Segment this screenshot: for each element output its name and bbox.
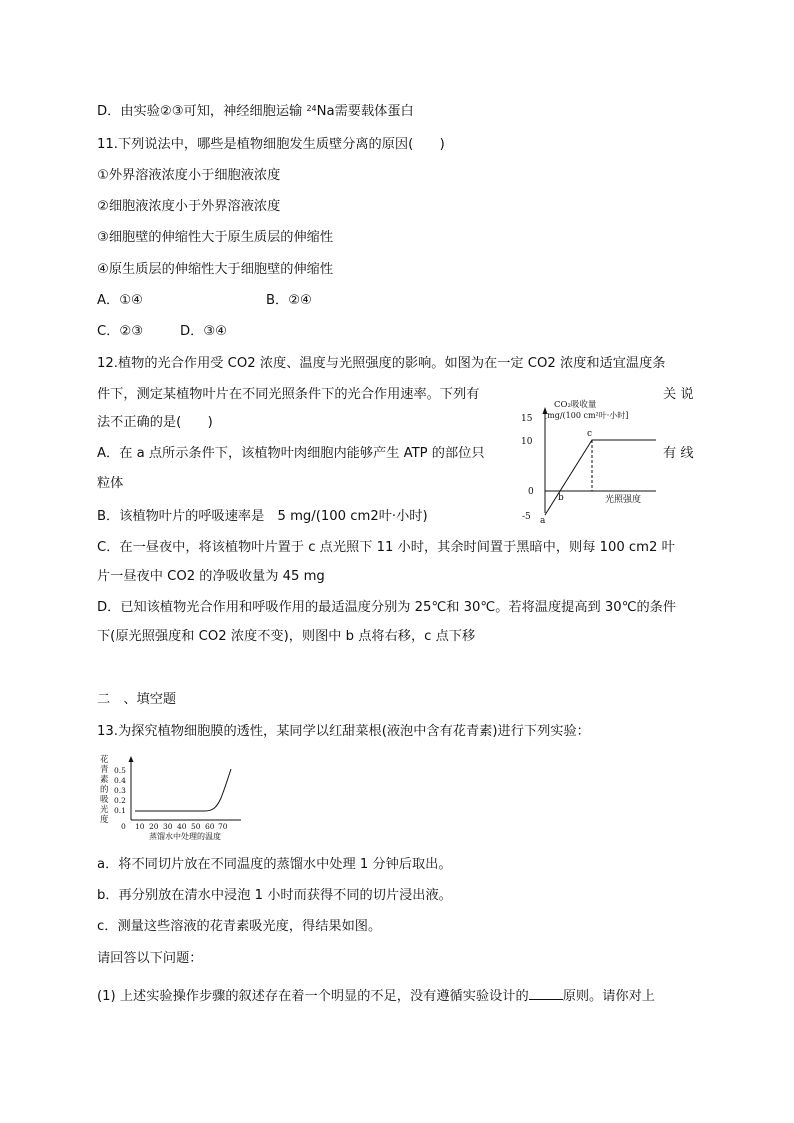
absorbance-chart-ylabel <box>100 754 109 825</box>
svg-text:0.2: 0.2 <box>114 796 126 805</box>
q10-option-d-pre: D．由实验②③可知，神经细胞运输 <box>97 104 307 119</box>
q13-step-c: c．测量这些溶液的花青素吸光度，得结果如图。 <box>97 919 382 934</box>
co2-chart-ytick-0: 0 <box>528 487 534 497</box>
svg-text:60: 60 <box>205 822 215 831</box>
q13-stem: 13.为探究植物细胞膜的透性，某同学以红甜菜根(液泡中含有花青素)进行下列实验： <box>97 724 590 739</box>
svg-text:20: 20 <box>149 822 159 831</box>
absorbance-chart-xticks <box>121 822 228 831</box>
svg-text:0.5: 0.5 <box>114 766 126 775</box>
q13-question-1 <box>97 985 655 1006</box>
q11-option-c: C．②③ <box>97 324 144 339</box>
q10-option-d <box>97 103 414 121</box>
section-title: 二 、填空题 <box>97 692 177 707</box>
co2-chart-ytick-neg5: -5 <box>522 512 531 522</box>
co2-chart-point-c: c <box>587 429 593 439</box>
q12-option-a-tail: 有 线 <box>663 446 694 461</box>
q11-stem: 11.下列说法中，哪些是植物细胞发生质壁分离的原因( ) <box>97 137 445 152</box>
q12-option-c-line1: C．在一昼夜中，将该植物叶片置于 c 点光照下 11 小时，其余时间置于黑暗中，则每 100 cm2 叶 <box>97 540 675 555</box>
q10-option-d-post: Na需要载体蛋白 <box>316 104 414 119</box>
svg-text:度: 度 <box>100 815 109 825</box>
q11-option-b: B．②④ <box>266 293 312 308</box>
q11-item-2: ②细胞液浓度小于外界溶液浓度 <box>97 199 281 214</box>
q13-step-b: b．再分别放在清水中浸泡 1 小时而获得不同的切片浸出液。 <box>97 888 452 903</box>
q12-stem-line2-tail: 关 说 <box>663 387 694 402</box>
q12-stem-line3: 法不正确的是( ) <box>97 415 213 430</box>
q11-item-3: ③细胞壁的伸缩性大于原生质层的伸缩性 <box>97 230 334 245</box>
q12-stem-line2: 件下，测定某植物叶片在不同光照条件下的光合作用速率。下列有 <box>97 387 480 402</box>
q12-option-d-line1: D．已知该植物光合作用和呼吸作用的最适温度分别为 25℃和 30℃。若将温度提高到 30℃的条件 <box>97 600 677 615</box>
q13-prompt: 请回答以下问题： <box>97 951 203 966</box>
svg-text:40: 40 <box>177 822 187 831</box>
q12-option-a-cont: 粒体 <box>97 476 124 491</box>
q12-option-a: A．在 a 点所示条件下，该植物叶肉细胞内能够产生 ATP 的部位只 <box>97 446 485 461</box>
svg-text:0: 0 <box>121 822 126 831</box>
co2-chart-ylabel-2: [mg/(100 cm²叶·小时] <box>544 411 629 420</box>
svg-text:0.4: 0.4 <box>114 776 126 785</box>
svg-text:0.1: 0.1 <box>114 806 126 815</box>
q13-question-1-pre: (1) 上述实验操作步骤的叙述存在着一个明显的不足，没有遵循实验设计的 <box>97 989 529 1004</box>
q12-option-c-line2: 片一昼夜中 CO2 的净吸收量为 45 mg <box>97 569 325 584</box>
co2-chart-point-a: a <box>540 516 546 525</box>
q11-item-4: ④原生质层的伸缩性大于细胞壁的伸缩性 <box>97 262 334 277</box>
svg-text:50: 50 <box>191 822 201 831</box>
q11-option-a: A．①④ <box>97 293 143 308</box>
q12-stem-line1: 12.植物的光合作用受 CO2 浓度、温度与光照强度的影响。如图为在一定 CO2 浓度和适宜温度条 <box>97 356 666 371</box>
absorbance-chart <box>97 752 257 842</box>
q13-step-a: a．将不同切片放在不同温度的蒸馏水中处理 1 分钟后取出。 <box>97 857 452 872</box>
svg-text:0.3: 0.3 <box>114 786 126 795</box>
svg-text:30: 30 <box>163 822 173 831</box>
co2-chart-ylabel-1: CO₂吸收量 <box>554 400 597 410</box>
svg-text:10: 10 <box>135 822 145 831</box>
absorbance-chart-yticks <box>114 766 126 815</box>
svg-text:光: 光 <box>100 805 109 815</box>
absorbance-chart-xlabel: 蒸馏水中处理的温度 <box>149 832 221 841</box>
q12-option-d-line2: 下(原光照强度和 CO2 浓度不变)，则图中 b 点将右移，c 点下移 <box>97 629 476 644</box>
co2-chart-ytick-10: 10 <box>521 437 533 447</box>
q11-item-1: ①外界溶液浓度小于细胞液浓度 <box>97 168 281 183</box>
svg-text:青: 青 <box>100 765 109 775</box>
svg-text:素: 素 <box>100 775 109 785</box>
co2-chart-ytick-15: 15 <box>521 414 533 424</box>
absorbance-chart-series-line <box>135 769 231 811</box>
absorbance-chart-y-arrow <box>129 756 134 762</box>
svg-text:的: 的 <box>100 785 109 795</box>
q11-option-d: D．③④ <box>180 324 227 339</box>
svg-text:70: 70 <box>218 822 228 831</box>
q10-option-d-sup: 24 <box>306 104 317 113</box>
co2-chart-xlabel: 光照强度 <box>605 495 642 505</box>
svg-text:花: 花 <box>100 755 109 765</box>
answer-blank[interactable] <box>529 985 563 1000</box>
co2-chart <box>510 393 660 525</box>
q13-question-1-post: 原则。请你对上 <box>562 989 655 1004</box>
svg-text:吸: 吸 <box>100 795 109 805</box>
q12-option-b: B．该植物叶片的呼吸速率是 5 mg/(100 cm2叶·小时) <box>97 509 428 524</box>
co2-chart-point-b: b <box>558 493 564 503</box>
